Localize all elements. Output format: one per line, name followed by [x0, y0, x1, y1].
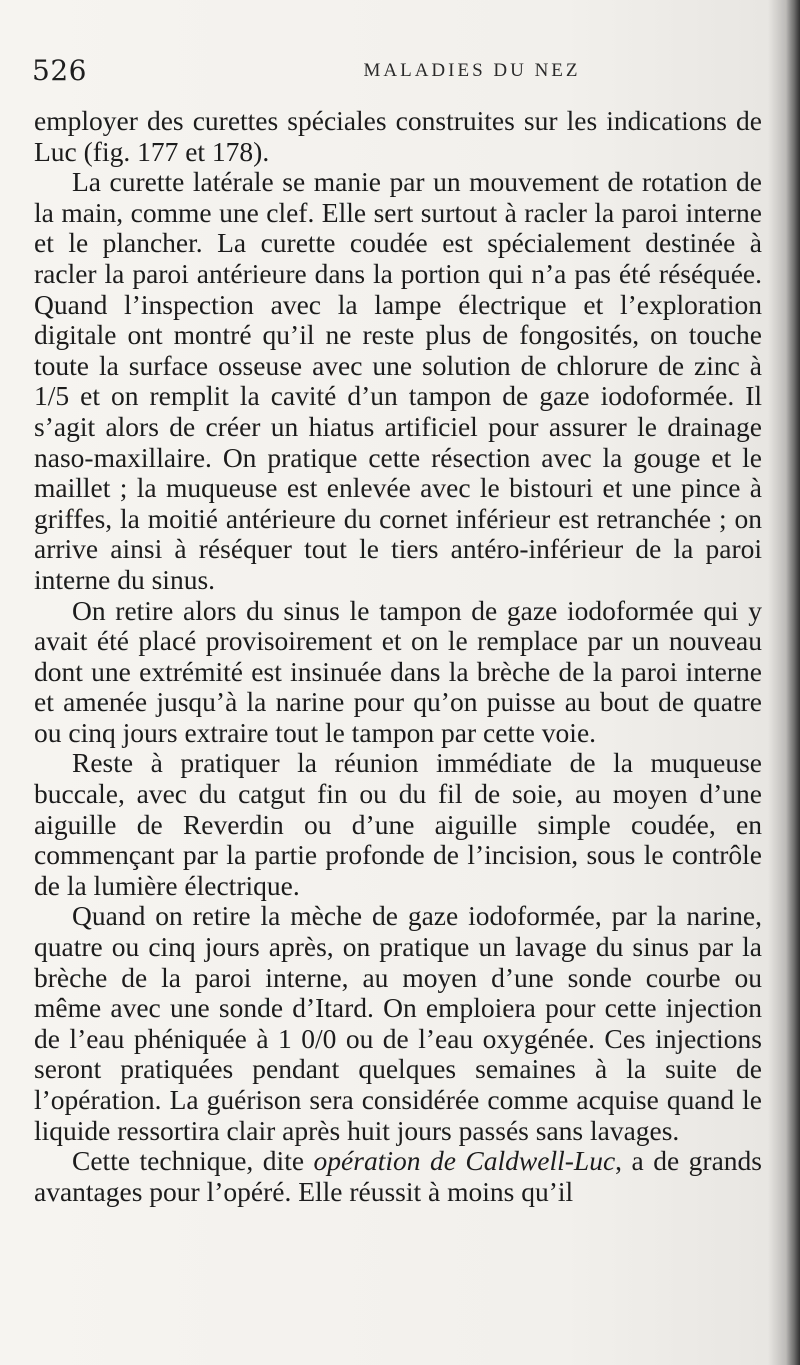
body-text — [34, 106, 762, 1207]
paragraph-3: On retire alors du sinus le tampon de gaze iodoformée qui y avait été placé provisoirement et on le remplace par un nouveau dont une extrémité est insinuée dans la brèche de la paroi interne et amenée jusqu’à la narine pour qu’on puisse au bout de quatre ou cinq jours extraire tout le tampon par cette voie. — [34, 594, 762, 748]
running-head: MALADIES DU NEZ — [363, 60, 581, 81]
page-header — [32, 54, 762, 94]
operation-name: opération de Caldwell-Luc — [313, 1145, 616, 1177]
paragraph-4: Reste à pratiquer la réunion immédiate de la muqueuse buccale, avec du catgut fin ou du fil de soie, au moyen d’une aiguille de Reverdin ou d’une aiguille simple coudée, en commençant par la partie profonde de l’incision, sous le contrôle de la lumière électrique. — [34, 747, 762, 901]
paragraph-6-end: , a de grands avantages pour l’opéré. Elle réussit à moins qu’il — [34, 1145, 762, 1207]
page-number: 526 — [32, 54, 87, 87]
page-gutter-shadow — [786, 0, 800, 1365]
paragraph-6-start: Cette technique, dite — [72, 1145, 314, 1177]
paragraph-2: La curette latérale se manie par un mouvement de rotation de la main, comme une clef. Elle sert surtout à racler la paroi interne et le plancher. La curette coudée est spécialement destinée à racler la paroi antérieure dans la portion qui n’a pas été réséquée. Quand l’inspection avec la lampe électrique et l’exploration digitale ont montré qu’il ne reste plus de fongosités, on touche toute la surface osseuse avec une solution de chlorure de zinc à 1/5 et on remplit la cavité d’un tampon de gaze iodoformée. Il s’agit alors de créer un hiatus artificiel pour assurer le drainage naso-maxillaire. On pratique cette résection avec la gouge et le maillet ; la muqueuse est enlevée avec le bistouri et une pince à griffes, la moitié antérieure du cornet inférieur est retranchée ; on arrive ainsi à réséquer tout le tiers antéro-inférieur de la paroi interne du sinus. — [34, 166, 762, 595]
paragraph-5: Quand on retire la mèche de gaze iodoformée, par la narine, quatre ou cinq jours après, on pratique un lavage du sinus par la brèche de la paroi interne, au moyen d’une sonde courbe ou même avec une sonde d’Itard. On emploiera pour cette injection de l’eau phéniquée à 1 0/0 ou de l’eau oxygénée. Ces injections seront pratiquées pendant quelques semaines à la suite de l’opération. La guérison sera considérée comme acquise quand le liquide ressortira clair après huit jours passés sans lavages. — [34, 900, 762, 1146]
paragraph-6 — [34, 1146, 762, 1207]
paragraph-1: employer des curettes spéciales construites sur les indications de Luc (fig. 177 et 178). — [34, 105, 762, 167]
